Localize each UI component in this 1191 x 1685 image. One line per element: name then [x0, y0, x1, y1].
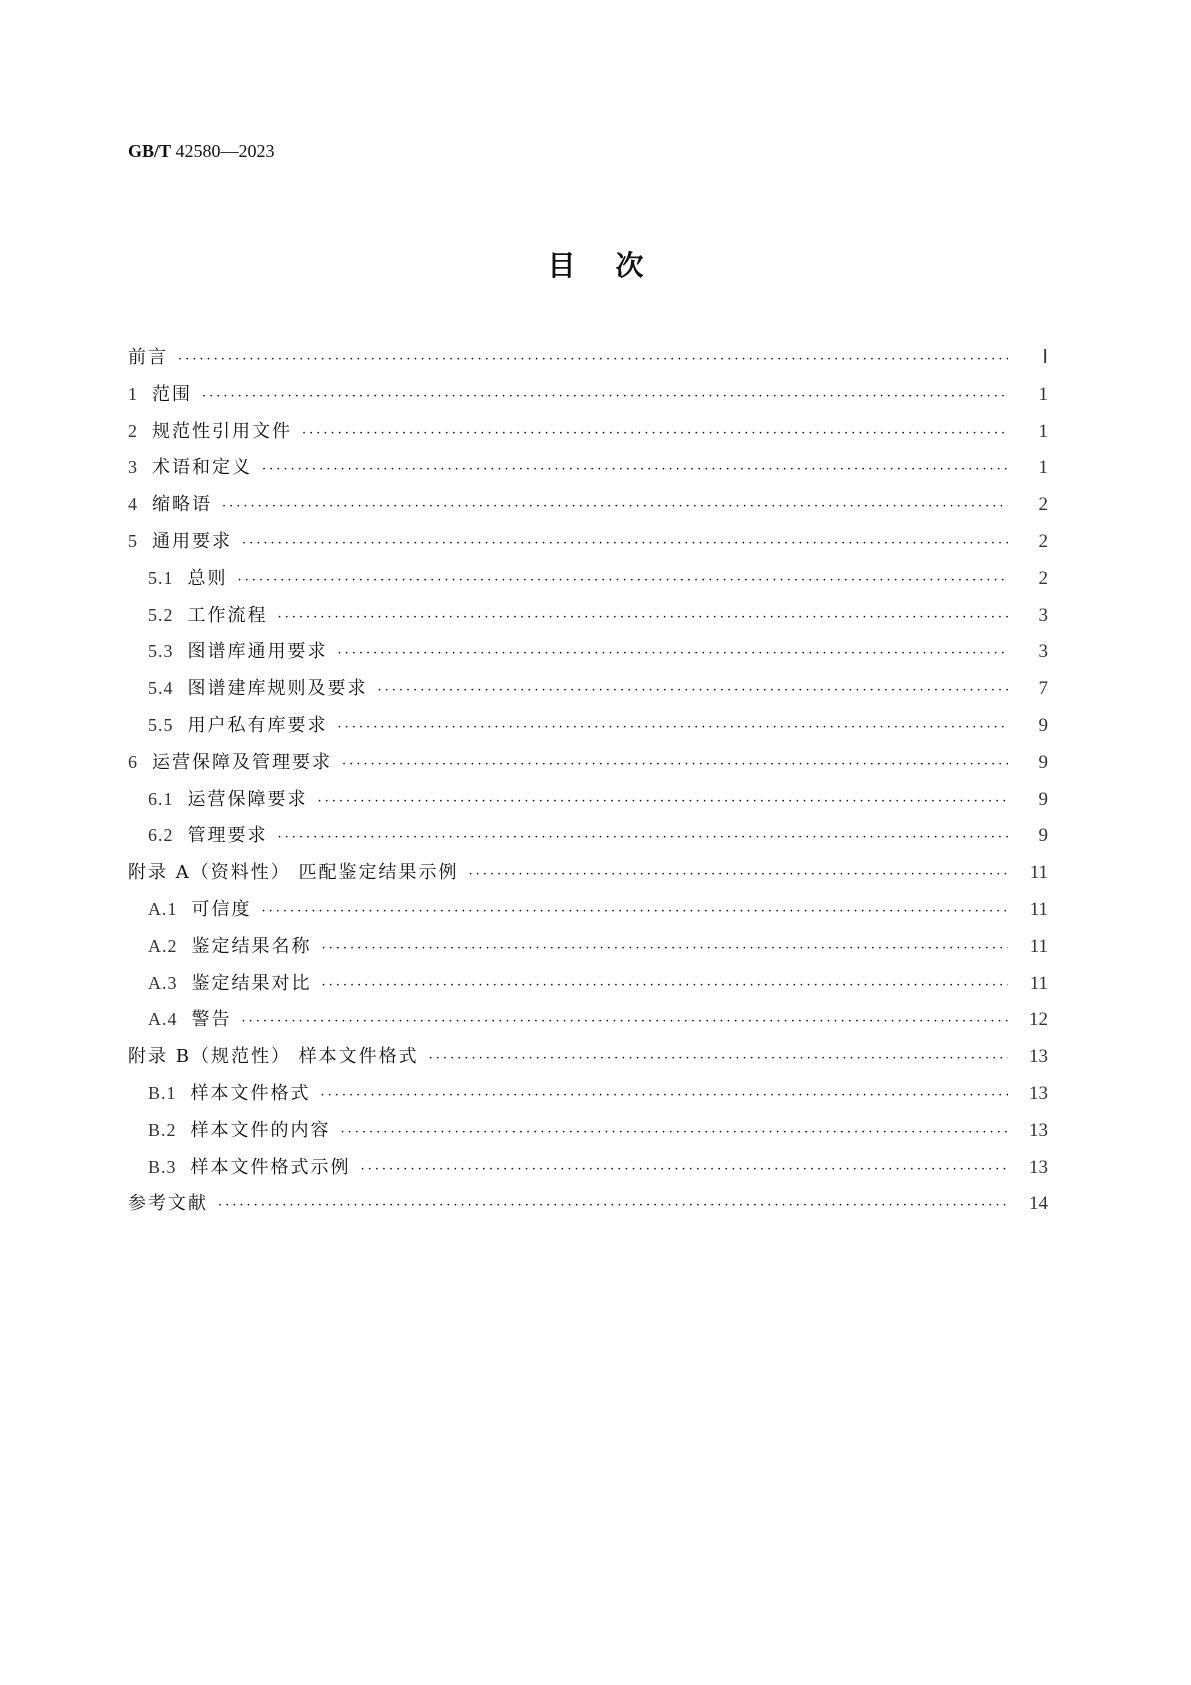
- toc-entry-number: 5.2: [148, 604, 174, 625]
- toc-entry-number: A.3: [148, 972, 178, 993]
- toc-entry-label: 运营保障要求: [187, 788, 308, 810]
- dot-leader: [361, 1162, 1008, 1177]
- toc-entry-number: B.3: [148, 1156, 177, 1177]
- standard-prefix: GB/T: [128, 141, 172, 161]
- toc-entry[interactable]: [128, 417, 1048, 454]
- toc-entry[interactable]: [128, 1042, 1048, 1079]
- toc-entry[interactable]: [128, 821, 1048, 858]
- toc-entry-page: 1: [1038, 383, 1048, 405]
- toc-entry[interactable]: [128, 932, 1048, 969]
- toc-entry-label: 样本文件格式示例: [190, 1156, 351, 1178]
- dot-leader: [338, 720, 1009, 735]
- toc-entry-number: A.2: [148, 935, 178, 956]
- toc-entry-page: 14: [1029, 1193, 1048, 1215]
- toc-entry[interactable]: [128, 1079, 1048, 1116]
- toc-entry-number: B.1: [148, 1082, 177, 1103]
- toc-entry-page: 3: [1038, 604, 1048, 626]
- toc-entry-number: 5.3: [148, 641, 174, 662]
- toc-entry-page: 13: [1029, 1046, 1048, 1068]
- toc-entry-number: 6.1: [148, 788, 174, 809]
- toc-entry-page: 2: [1038, 494, 1048, 516]
- toc-entry-page: 9: [1038, 825, 1048, 847]
- toc-entry[interactable]: [128, 637, 1048, 674]
- toc-entry-page: 9: [1038, 788, 1048, 810]
- toc-entry[interactable]: [128, 564, 1048, 601]
- toc-entry-page: 13: [1029, 1082, 1048, 1104]
- toc-entry-label: 可信度: [191, 898, 252, 920]
- standard-number: [128, 141, 275, 162]
- toc-entry-page: 13: [1029, 1119, 1048, 1141]
- toc-entry[interactable]: [128, 1005, 1048, 1042]
- dot-leader: [218, 1198, 1008, 1213]
- dot-leader: [378, 683, 1009, 698]
- toc-entry-label: 规范性引用文件: [152, 420, 292, 442]
- toc-entry[interactable]: [128, 1153, 1048, 1190]
- toc-entry-label: 总则: [187, 567, 228, 589]
- toc-entry[interactable]: [128, 895, 1048, 932]
- toc-entry-page: 13: [1029, 1156, 1048, 1178]
- toc-entry-number: 5: [128, 530, 138, 551]
- toc-entry-number: 6.2: [148, 825, 174, 846]
- toc-entry-page: 1: [1038, 420, 1048, 442]
- toc-entry-label: 用户私有库要求: [187, 714, 328, 736]
- toc-entry-number: 5.4: [148, 678, 174, 699]
- table-of-contents: [128, 343, 1048, 1226]
- toc-entry-label: 样本文件的内容: [190, 1119, 331, 1141]
- toc-entry-label: 参考文献: [128, 1193, 208, 1215]
- toc-entry-number: A.1: [148, 898, 178, 919]
- toc-entry-page: 1: [1038, 457, 1048, 479]
- toc-entry-number: 3: [128, 457, 138, 478]
- dot-leader: [318, 794, 1009, 809]
- toc-entry[interactable]: [128, 527, 1048, 564]
- toc-entry-page: 3: [1038, 641, 1048, 663]
- toc-entry[interactable]: [128, 674, 1048, 711]
- toc-entry-page: 2: [1038, 567, 1048, 589]
- dot-leader: [468, 867, 1008, 882]
- toc-entry-page: Ⅰ: [1042, 347, 1048, 368]
- standard-code: 42580—2023: [175, 141, 275, 161]
- dot-leader: [338, 646, 1009, 661]
- toc-entry-page: 11: [1029, 935, 1048, 957]
- toc-entry-label: 工作流程: [187, 604, 268, 626]
- dot-leader: [242, 1014, 1009, 1029]
- toc-entry-label: 缩略语: [152, 494, 212, 516]
- dot-leader: [322, 941, 1009, 956]
- toc-entry-number: B.2: [148, 1119, 177, 1140]
- toc-entry[interactable]: [128, 343, 1048, 380]
- dot-leader: [242, 536, 1008, 551]
- toc-entry-label: 附录 A（资料性） 匹配鉴定结果示例: [128, 862, 459, 884]
- toc-entry[interactable]: [128, 858, 1048, 895]
- toc-entry-label: 警告: [191, 1009, 232, 1031]
- toc-entry-number: 1: [128, 383, 138, 404]
- dot-leader: [262, 904, 1009, 919]
- toc-entry[interactable]: [128, 1116, 1048, 1153]
- dot-leader: [238, 573, 1009, 588]
- toc-entry-page: 7: [1038, 678, 1048, 700]
- toc-entry-page: 9: [1038, 751, 1048, 773]
- dot-leader: [322, 978, 1009, 993]
- toc-entry-label: 鉴定结果名称: [191, 935, 312, 957]
- toc-entry-page: 11: [1029, 972, 1048, 994]
- toc-entry-label: 通用要求: [152, 530, 232, 552]
- toc-entry-number: 4: [128, 494, 138, 515]
- dot-leader: [278, 830, 1009, 845]
- toc-entry-label: 图谱建库规则及要求: [187, 678, 368, 700]
- toc-entry-page: 2: [1038, 530, 1048, 552]
- toc-entry-label: 前言: [128, 347, 168, 368]
- toc-entry-label: 管理要求: [187, 825, 268, 847]
- toc-entry[interactable]: [128, 711, 1048, 748]
- dot-leader: [341, 1125, 1008, 1140]
- toc-entry-number: A.4: [148, 1009, 178, 1030]
- dot-leader: [342, 757, 1008, 772]
- toc-entry-page: 11: [1029, 898, 1048, 920]
- toc-entry[interactable]: [128, 601, 1048, 638]
- page-title: 目次: [547, 249, 684, 282]
- dot-leader: [278, 610, 1009, 625]
- toc-entry-page: 9: [1038, 714, 1048, 736]
- dot-leader: [302, 426, 1008, 441]
- toc-entry[interactable]: [128, 490, 1048, 527]
- toc-entry-label: 运营保障及管理要求: [152, 751, 332, 773]
- dot-leader: [262, 462, 1008, 477]
- toc-entry-page: 11: [1029, 862, 1048, 884]
- dot-leader: [202, 389, 1008, 404]
- toc-entry[interactable]: [128, 380, 1048, 417]
- dot-leader: [222, 499, 1008, 514]
- toc-entry[interactable]: [128, 1189, 1048, 1226]
- dot-leader: [429, 1051, 1008, 1066]
- toc-entry[interactable]: [128, 748, 1048, 785]
- toc-entry-label: 范围: [152, 383, 192, 405]
- toc-entry[interactable]: [128, 453, 1048, 490]
- toc-entry-number: 6: [128, 751, 138, 772]
- toc-entry-label: 术语和定义: [152, 457, 252, 479]
- toc-entry-label: 样本文件格式: [190, 1082, 311, 1104]
- toc-entry-number: 2: [128, 420, 138, 441]
- dot-leader: [178, 352, 1008, 367]
- toc-entry[interactable]: [128, 785, 1048, 822]
- toc-entry-page: 12: [1029, 1009, 1048, 1031]
- toc-entry-number: 5.5: [148, 714, 174, 735]
- toc-entry-label: 附录 B（规范性） 样本文件格式: [128, 1046, 419, 1068]
- toc-entry-label: 鉴定结果对比: [191, 972, 312, 994]
- dot-leader: [321, 1088, 1008, 1103]
- toc-entry[interactable]: [128, 969, 1048, 1006]
- toc-entry-number: 5.1: [148, 567, 174, 588]
- toc-entry-label: 图谱库通用要求: [187, 641, 328, 663]
